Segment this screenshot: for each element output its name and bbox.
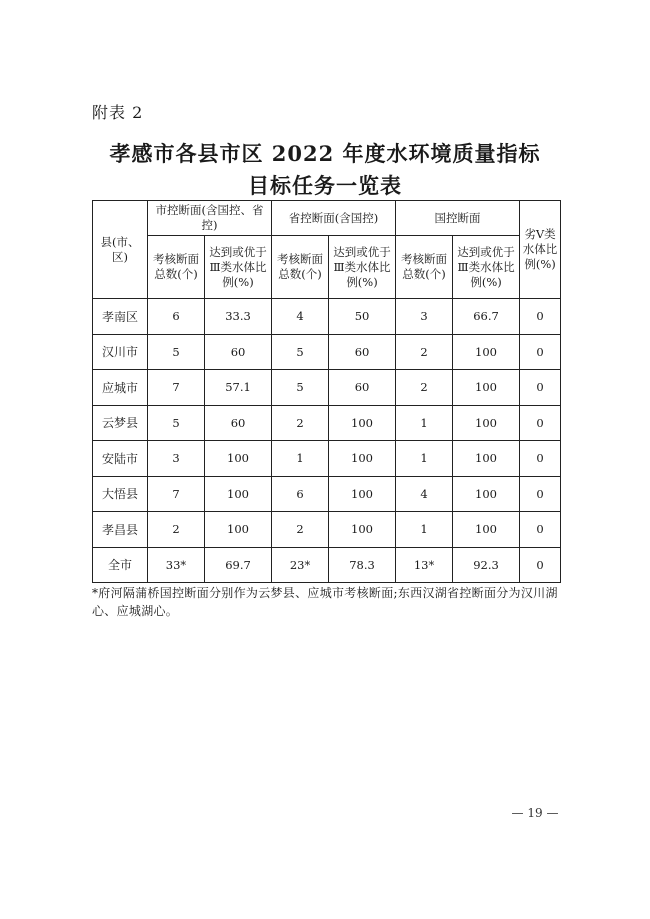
county-name: 孝南区	[93, 299, 148, 335]
table-cell: 6	[272, 476, 329, 512]
table-cell: 1	[396, 512, 453, 548]
table-row	[93, 405, 561, 441]
footnote: *府河隔蒲桥国控断面分别作为云梦县、应城市考核断面;东西汉湖省控断面分为汉川湖心、应城湖心。	[92, 586, 558, 618]
table-cell: 2	[396, 370, 453, 406]
table-row	[93, 476, 561, 512]
annex-label: 附表 2	[92, 103, 144, 122]
table-cell: 1	[396, 441, 453, 477]
header-row-groups	[93, 201, 561, 236]
table-cell: 5	[272, 334, 329, 370]
table-cell: 60	[329, 334, 396, 370]
table-cell: 4	[396, 476, 453, 512]
document-subtitle: 目标任务一览表	[248, 173, 402, 198]
table-cell: 100	[453, 405, 520, 441]
county-name: 应城市	[93, 370, 148, 406]
table-cell: 0	[520, 405, 561, 441]
province-ratio-header: 达到或优于Ⅲ类水体比例(%)	[329, 236, 396, 299]
table-cell: 0	[520, 370, 561, 406]
table-cell: 66.7	[453, 299, 520, 335]
table-cell: 100	[329, 476, 396, 512]
table-cell: 5	[148, 405, 205, 441]
table-cell: 100	[329, 405, 396, 441]
table-row	[93, 441, 561, 477]
table-cell: 3	[148, 441, 205, 477]
inferior-v-header: 劣Ⅴ类水体比例(%)	[520, 201, 561, 299]
table-cell: 100	[329, 512, 396, 548]
province-count-header: 考核断面总数(个)	[272, 236, 329, 299]
table-cell: 13*	[396, 547, 453, 583]
table-cell: 6	[148, 299, 205, 335]
table-cell: 1	[396, 405, 453, 441]
table-cell: 3	[396, 299, 453, 335]
table-row	[93, 370, 561, 406]
table-row	[93, 512, 561, 548]
table-cell: 100	[329, 441, 396, 477]
table-cell: 5	[148, 334, 205, 370]
table-cell: 2	[396, 334, 453, 370]
table-cell: 7	[148, 476, 205, 512]
table-cell: 5	[272, 370, 329, 406]
county-header: 县(市、区)	[93, 201, 148, 299]
table-cell: 100	[453, 512, 520, 548]
county-name: 云梦县	[93, 405, 148, 441]
table-cell: 2	[272, 405, 329, 441]
table-cell: 0	[520, 441, 561, 477]
table-cell: 50	[329, 299, 396, 335]
table-cell: 100	[205, 441, 272, 477]
national-ratio-header: 达到或优于Ⅲ类水体比例(%)	[453, 236, 520, 299]
table-cell: 2	[148, 512, 205, 548]
table-row	[93, 299, 561, 335]
table-cell: 7	[148, 370, 205, 406]
table-row	[93, 334, 561, 370]
header-row-subcolumns	[93, 236, 561, 299]
table-cell: 0	[520, 334, 561, 370]
table-cell: 78.3	[329, 547, 396, 583]
county-name: 汉川市	[93, 334, 148, 370]
table-row-total	[93, 547, 561, 583]
table-cell: 33.3	[205, 299, 272, 335]
county-name: 安陆市	[93, 441, 148, 477]
city-ratio-header: 达到或优于Ⅲ类水体比例(%)	[205, 236, 272, 299]
table-cell: 100	[453, 334, 520, 370]
table-cell: 1	[272, 441, 329, 477]
table-cell: 92.3	[453, 547, 520, 583]
table-cell: 100	[453, 370, 520, 406]
table-cell: 100	[205, 512, 272, 548]
national-count-header: 考核断面总数(个)	[396, 236, 453, 299]
target-task-table	[92, 200, 561, 583]
table-cell: 60	[329, 370, 396, 406]
table-cell: 0	[520, 476, 561, 512]
table-cell: 100	[453, 441, 520, 477]
table-cell: 0	[520, 299, 561, 335]
table-cell: 0	[520, 547, 561, 583]
table-cell: 69.7	[205, 547, 272, 583]
table-cell: 2	[272, 512, 329, 548]
table-cell: 23*	[272, 547, 329, 583]
page-number: — 19 —	[511, 806, 559, 820]
province-section-header: 省控断面(含国控)	[272, 201, 396, 236]
county-name: 全市	[93, 547, 148, 583]
table-cell: 57.1	[205, 370, 272, 406]
table-cell: 100	[205, 476, 272, 512]
table-cell: 0	[520, 512, 561, 548]
table-cell: 60	[205, 334, 272, 370]
table-cell: 33*	[148, 547, 205, 583]
table-cell: 4	[272, 299, 329, 335]
table-cell: 60	[205, 405, 272, 441]
county-name: 大悟县	[93, 476, 148, 512]
document-title: 孝感市各县市区 2022 年度水环境质量指标	[109, 141, 541, 166]
city-count-header: 考核断面总数(个)	[148, 236, 205, 299]
national-section-header: 国控断面	[396, 201, 520, 236]
city-section-header: 市控断面(含国控、省控)	[148, 201, 272, 236]
table-cell: 100	[453, 476, 520, 512]
county-name: 孝昌县	[93, 512, 148, 548]
